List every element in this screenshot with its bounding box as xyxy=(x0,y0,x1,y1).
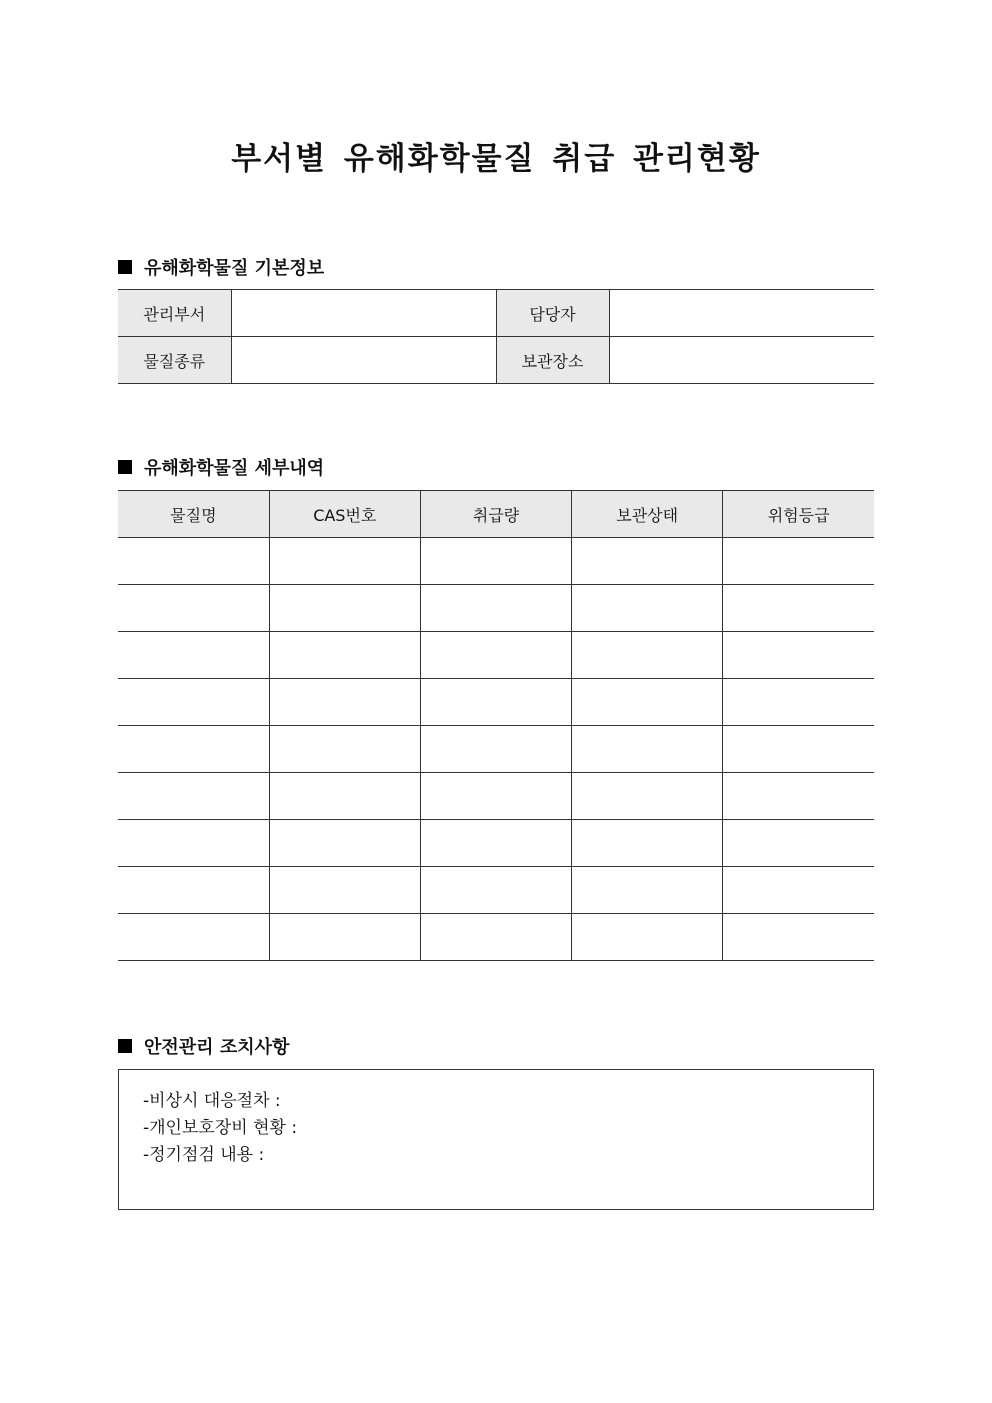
table-cell[interactable] xyxy=(269,538,420,585)
field-label: 물질종류 xyxy=(118,337,231,384)
page-title: 부서별 유해화학물질 취급 관리현황 xyxy=(231,141,761,177)
info-row xyxy=(118,337,874,384)
table-cell[interactable] xyxy=(723,914,874,961)
info-row xyxy=(118,290,874,337)
note-line-emergency: -비상시 대응절차 : xyxy=(143,1091,281,1111)
column-header: 보관상태 xyxy=(572,491,723,538)
field-label: 관리부서 xyxy=(118,290,231,337)
table-cell[interactable] xyxy=(269,820,420,867)
section-heading-label: 유해화학물질 세부내역 xyxy=(144,458,325,479)
field-label: 보관장소 xyxy=(496,337,609,384)
table-cell[interactable] xyxy=(420,726,571,773)
table-cell[interactable] xyxy=(572,585,723,632)
table-cell[interactable] xyxy=(118,914,269,961)
note-line-inspection: -정기점검 내용 : xyxy=(143,1145,265,1165)
basic-info-table xyxy=(118,289,874,384)
table-cell[interactable] xyxy=(269,773,420,820)
field-value-cell[interactable] xyxy=(231,290,496,337)
table-row xyxy=(118,679,874,726)
table-cell[interactable] xyxy=(420,773,571,820)
table-cell[interactable] xyxy=(269,867,420,914)
column-header: 취급량 xyxy=(420,491,571,538)
table-cell[interactable] xyxy=(723,632,874,679)
table-cell[interactable] xyxy=(572,726,723,773)
table-cell[interactable] xyxy=(118,679,269,726)
square-bullet-icon xyxy=(118,260,132,274)
safety-notes-box[interactable] xyxy=(118,1069,874,1210)
square-bullet-icon xyxy=(118,1039,132,1053)
table-cell[interactable] xyxy=(118,773,269,820)
table-cell[interactable] xyxy=(420,679,571,726)
table-row xyxy=(118,914,874,961)
table-cell[interactable] xyxy=(420,585,571,632)
note-line-ppe: -개인보호장비 현황 : xyxy=(143,1118,298,1138)
details-table xyxy=(118,490,874,961)
table-cell[interactable] xyxy=(572,820,723,867)
field-value-cell[interactable] xyxy=(609,337,874,384)
table-cell[interactable] xyxy=(118,820,269,867)
table-cell[interactable] xyxy=(723,538,874,585)
table-cell[interactable] xyxy=(420,914,571,961)
table-row xyxy=(118,726,874,773)
table-row xyxy=(118,585,874,632)
table-cell[interactable] xyxy=(723,867,874,914)
field-label: 담당자 xyxy=(496,290,609,337)
table-cell[interactable] xyxy=(269,726,420,773)
table-cell[interactable] xyxy=(269,679,420,726)
table-cell[interactable] xyxy=(572,538,723,585)
table-cell[interactable] xyxy=(118,538,269,585)
table-cell[interactable] xyxy=(269,585,420,632)
field-value-cell[interactable] xyxy=(231,337,496,384)
section-heading-safety xyxy=(118,1033,289,1059)
column-header: CAS번호 xyxy=(269,491,420,538)
table-cell[interactable] xyxy=(118,867,269,914)
table-cell[interactable] xyxy=(118,632,269,679)
section-heading-basic-info xyxy=(118,254,324,280)
section-heading-label: 유해화학물질 기본정보 xyxy=(144,258,325,279)
field-value-cell[interactable] xyxy=(609,290,874,337)
table-cell[interactable] xyxy=(420,867,571,914)
table-cell[interactable] xyxy=(118,585,269,632)
table-row xyxy=(118,820,874,867)
table-cell[interactable] xyxy=(420,820,571,867)
column-header: 위험등급 xyxy=(723,491,874,538)
column-header: 물질명 xyxy=(118,491,269,538)
table-cell[interactable] xyxy=(572,773,723,820)
table-row xyxy=(118,867,874,914)
table-cell[interactable] xyxy=(420,538,571,585)
square-bullet-icon xyxy=(118,460,132,474)
table-cell[interactable] xyxy=(269,914,420,961)
table-row xyxy=(118,773,874,820)
table-cell[interactable] xyxy=(723,679,874,726)
section-heading-details xyxy=(118,454,324,480)
table-cell[interactable] xyxy=(723,585,874,632)
table-cell[interactable] xyxy=(572,867,723,914)
table-cell[interactable] xyxy=(269,632,420,679)
table-cell[interactable] xyxy=(723,726,874,773)
section-heading-label: 안전관리 조치사항 xyxy=(144,1037,290,1058)
table-cell[interactable] xyxy=(572,679,723,726)
table-cell[interactable] xyxy=(420,632,571,679)
table-cell[interactable] xyxy=(723,820,874,867)
table-cell[interactable] xyxy=(723,773,874,820)
table-cell[interactable] xyxy=(572,632,723,679)
table-cell[interactable] xyxy=(572,914,723,961)
table-cell[interactable] xyxy=(118,726,269,773)
table-row xyxy=(118,632,874,679)
table-row xyxy=(118,538,874,585)
